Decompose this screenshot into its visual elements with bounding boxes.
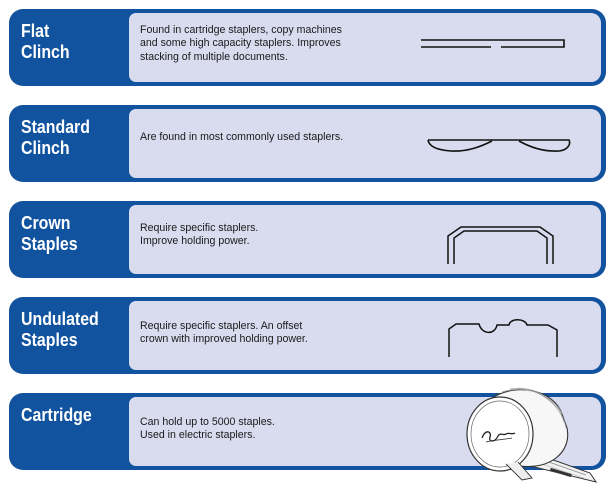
description-line: Found in cartridge staplers, copy machines bbox=[140, 24, 342, 36]
description-line: Can hold up to 5000 staples. bbox=[140, 416, 275, 428]
description-line: Improve holding power. bbox=[140, 235, 250, 248]
staple-card-crown bbox=[9, 201, 606, 278]
staple-type-title bbox=[21, 404, 116, 425]
title-line: Clinch bbox=[21, 41, 70, 62]
staple-description bbox=[140, 320, 410, 347]
staple-card-flat-clinch bbox=[9, 9, 606, 86]
description-line: Require specific staplers. An offset bbox=[140, 320, 303, 332]
crown-staple-icon bbox=[445, 224, 557, 268]
title-line: Flat bbox=[21, 20, 50, 41]
title-line: Undulated bbox=[21, 308, 99, 329]
staple-description bbox=[140, 222, 410, 249]
staple-type-title bbox=[21, 116, 116, 158]
title-line: Staples bbox=[21, 233, 78, 254]
title-line: Cartridge bbox=[21, 404, 92, 425]
description-line: stacking of multiple documents. bbox=[140, 50, 288, 63]
undulated-staple-icon bbox=[445, 315, 565, 363]
description-line: crown with improved holding power. bbox=[140, 333, 308, 346]
description-line: and some high capacity staplers. Improves bbox=[140, 37, 341, 50]
title-line: Standard bbox=[21, 116, 90, 137]
title-line: Crown bbox=[21, 212, 71, 233]
description-line: Are found in most commonly used staplers. bbox=[140, 131, 344, 143]
description-line: Require specific staplers. bbox=[140, 222, 259, 234]
standard-clinch-staple-icon bbox=[424, 132, 574, 156]
staple-description bbox=[140, 24, 410, 64]
staple-description bbox=[140, 416, 410, 443]
staple-type-title bbox=[21, 20, 116, 62]
cartridge-icon bbox=[462, 380, 612, 490]
staple-description bbox=[140, 131, 410, 144]
flat-clinch-staple-icon bbox=[419, 36, 574, 52]
staple-card-undulated bbox=[9, 297, 606, 374]
staple-type-title bbox=[21, 212, 116, 254]
description-line: Used in electric staplers. bbox=[140, 429, 256, 442]
title-line: Staples bbox=[21, 329, 78, 350]
title-line: Clinch bbox=[21, 137, 70, 158]
staple-card-standard-clinch bbox=[9, 105, 606, 182]
staple-type-title bbox=[21, 308, 116, 350]
